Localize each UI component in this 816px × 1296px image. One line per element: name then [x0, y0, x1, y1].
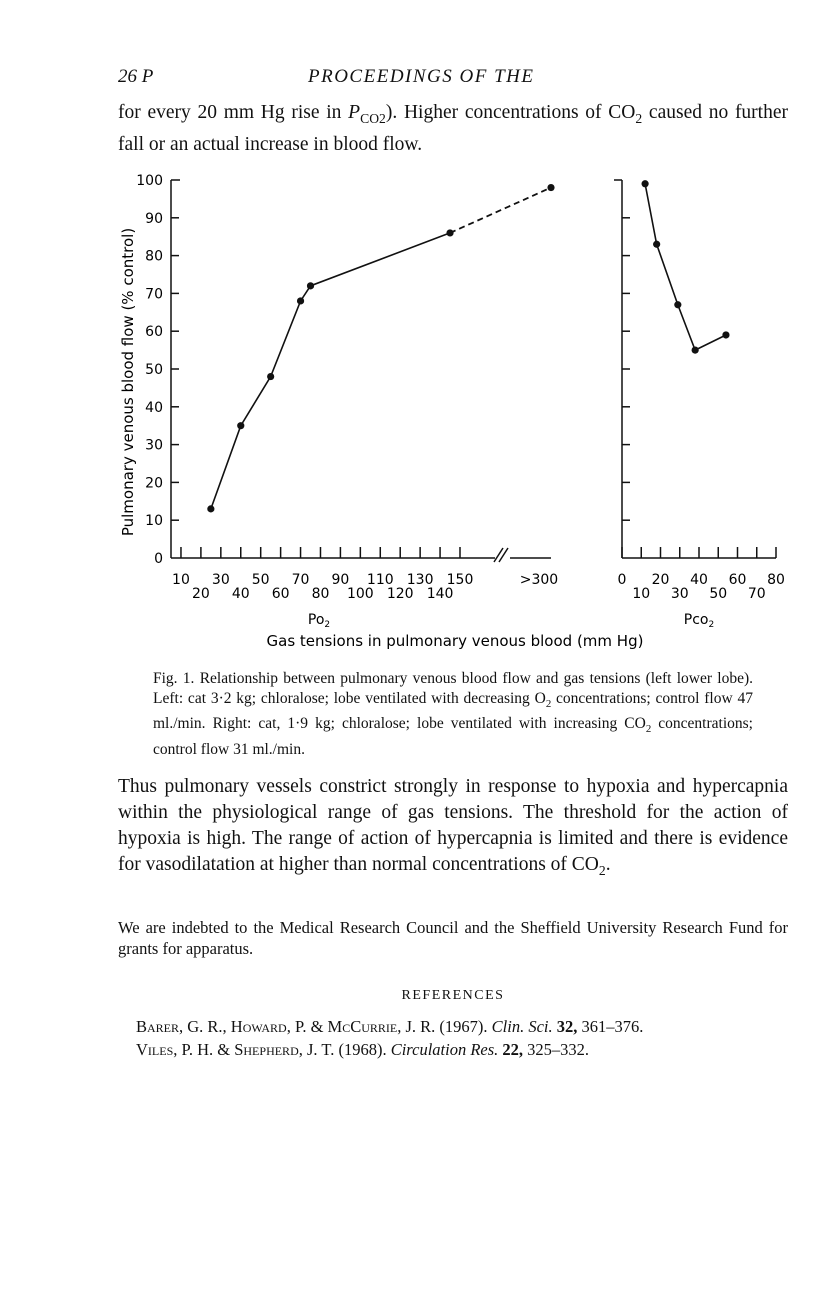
left-x-tick-label: 80 — [311, 586, 330, 602]
left-y-axis-label: Pulmonary venous blood flow (% control) — [119, 227, 137, 537]
right-x-ticks — [618, 547, 785, 602]
paragraph-conclusion — [118, 774, 788, 884]
left-x-tick-label: 140 — [426, 586, 454, 602]
right-x-tick-label: 10 — [632, 586, 651, 602]
pco2-label-main: Pco — [683, 612, 709, 628]
left-y-tick-label: 30 — [145, 437, 163, 454]
pco2-subscript: CO2 — [360, 110, 386, 126]
right-x-tick-label: 40 — [690, 572, 708, 588]
left-y-tick-label: 80 — [145, 248, 163, 265]
para-top-part3: caused no further fall or an actual increase in blood flow. — [118, 102, 788, 155]
left-y-tick-label: 40 — [145, 399, 163, 416]
caption-text-2: concentrations; control flow 47 ml./min. Right: cat, 1·9 kg; chloralose; lobe ventilated with increasing CO — [153, 689, 753, 733]
para-top-part1: for every 20 mm Hg rise in — [118, 102, 349, 123]
references-heading: REFERENCES — [401, 988, 505, 1003]
page-number: 26 P — [118, 66, 154, 87]
left-data-point — [297, 297, 304, 304]
left-data-point — [307, 282, 314, 289]
right-data-point — [642, 180, 649, 187]
right-x-tick-label: 0 — [617, 572, 627, 588]
ref-volume: 32, — [552, 1017, 578, 1036]
ref-journal: Circulation Res. — [390, 1040, 499, 1059]
left-series — [207, 184, 554, 512]
right-x-tick-label: 50 — [709, 586, 728, 602]
right-data-point — [653, 241, 660, 248]
pco2-symbol: P — [348, 102, 361, 123]
right-data-point — [692, 347, 699, 354]
left-x-tick-label: 110 — [366, 572, 394, 588]
para-top-part2: ). Higher concentrations of CO — [385, 102, 636, 123]
journal-title: PROCEEDINGS OF THE — [308, 66, 535, 87]
left-y-ticks — [136, 173, 179, 567]
left-y-tick-label: 60 — [145, 324, 163, 341]
right-data-point — [674, 301, 681, 308]
left-x-ticks — [172, 547, 473, 602]
ref-authors: Barer, G. R., Howard, P. & McCurrie, J. R. — [136, 1017, 436, 1036]
acknowledgement: We are indebted to the Medical Research Council and the Sheffield University Research Fund for grants for apparatus. — [118, 918, 788, 958]
paragraph-top — [118, 100, 788, 158]
left-x-tick-label: 130 — [406, 572, 434, 588]
right-series-line — [645, 184, 726, 350]
caption-sub-2: 2 — [645, 723, 652, 736]
left-data-point — [547, 184, 554, 191]
left-x-tick-label: 50 — [251, 572, 270, 588]
reference-item — [136, 1039, 788, 1060]
left-x-tick-label: 70 — [291, 572, 310, 588]
left-y-tick-label: 100 — [136, 173, 163, 189]
right-x-tick-label: 60 — [728, 572, 747, 588]
left-x-tick-label: 30 — [211, 572, 230, 588]
right-x-tick-label: 20 — [651, 572, 670, 588]
left-y-tick-label: 0 — [154, 551, 163, 567]
left-data-point — [207, 505, 214, 512]
left-y-tick-label: 10 — [145, 513, 163, 530]
caption-sub-1: 2 — [545, 697, 552, 710]
left-x-tick-label: 90 — [331, 572, 350, 588]
ref-year: (1968). — [334, 1040, 391, 1059]
axis-break-mark — [494, 548, 508, 562]
left-x-tick-label: 40 — [231, 586, 250, 602]
left-series-line — [211, 233, 450, 509]
left-x-tick-label: 10 — [172, 572, 190, 588]
left-y-tick-label: 70 — [145, 286, 163, 303]
figure-1 — [0, 160, 816, 660]
para-mid-sub: 2 — [598, 862, 606, 878]
left-y-tick-label: 90 — [145, 210, 163, 227]
reference-item — [136, 1016, 788, 1037]
left-data-point — [267, 373, 274, 380]
left-y-tick-label: 50 — [145, 362, 163, 378]
right-x-tick-label: 80 — [767, 572, 785, 588]
right-y-ticks — [622, 218, 630, 520]
left-x-break-label: >300 — [519, 572, 559, 588]
left-x-tick-label: 100 — [346, 586, 374, 602]
caption-text-1: Fig. 1. Relationship between pulmonary venous blood flow and gas tensions (left lower lobe). Left: cat 3·2 kg; chloralose; lobe ventilated with decreasing O — [153, 670, 753, 707]
left-data-point — [446, 229, 453, 236]
left-data-point — [237, 422, 244, 429]
co2-subscript: 2 — [635, 110, 643, 126]
po2-label-sub: 2 — [324, 620, 331, 630]
left-y-tick-label: 20 — [145, 475, 163, 492]
po2-label-main: Po — [307, 612, 325, 628]
running-head — [118, 66, 788, 92]
pco2-label-sub: 2 — [708, 620, 715, 630]
ref-pages: 361–376. — [577, 1017, 644, 1036]
left-x-tick-label: 120 — [386, 586, 414, 602]
ref-journal: Clin. Sci. — [491, 1017, 553, 1036]
ref-authors: Viles, P. H. & Shepherd, J. T. — [136, 1040, 335, 1059]
right-x-tick-label: 70 — [747, 586, 766, 602]
para-mid-text: Thus pulmonary vessels constrict strongly in response to hypoxia and hypercapnia within the physiological range of gas tensions. The threshold for the action of hypoxia is high. The range of action of hypercapnia is limited and there is evidence for vasodilatation at higher than normal concentrations of CO — [118, 776, 788, 875]
right-series — [642, 180, 730, 354]
right-x-tick-label: 30 — [670, 586, 689, 602]
pco2-axis-label — [684, 612, 714, 630]
left-x-tick-label: 60 — [271, 586, 290, 602]
left-series-dashed-line — [450, 188, 551, 233]
caption-text-3: concentrations; control flow 31 ml./min. — [153, 715, 753, 758]
ref-volume: 22, — [498, 1040, 524, 1059]
left-x-tick-label: 150 — [446, 572, 474, 588]
figure-caption — [153, 669, 753, 760]
shared-x-axis-label: Gas tensions in pulmonary venous blood (mm Hg) — [266, 632, 644, 650]
po2-axis-label — [308, 612, 330, 630]
para-mid-end: . — [605, 854, 611, 875]
ref-pages: 325–332. — [523, 1040, 590, 1059]
left-x-tick-label: 20 — [191, 586, 210, 602]
ref-year: (1967). — [435, 1017, 492, 1036]
right-data-point — [722, 331, 729, 338]
